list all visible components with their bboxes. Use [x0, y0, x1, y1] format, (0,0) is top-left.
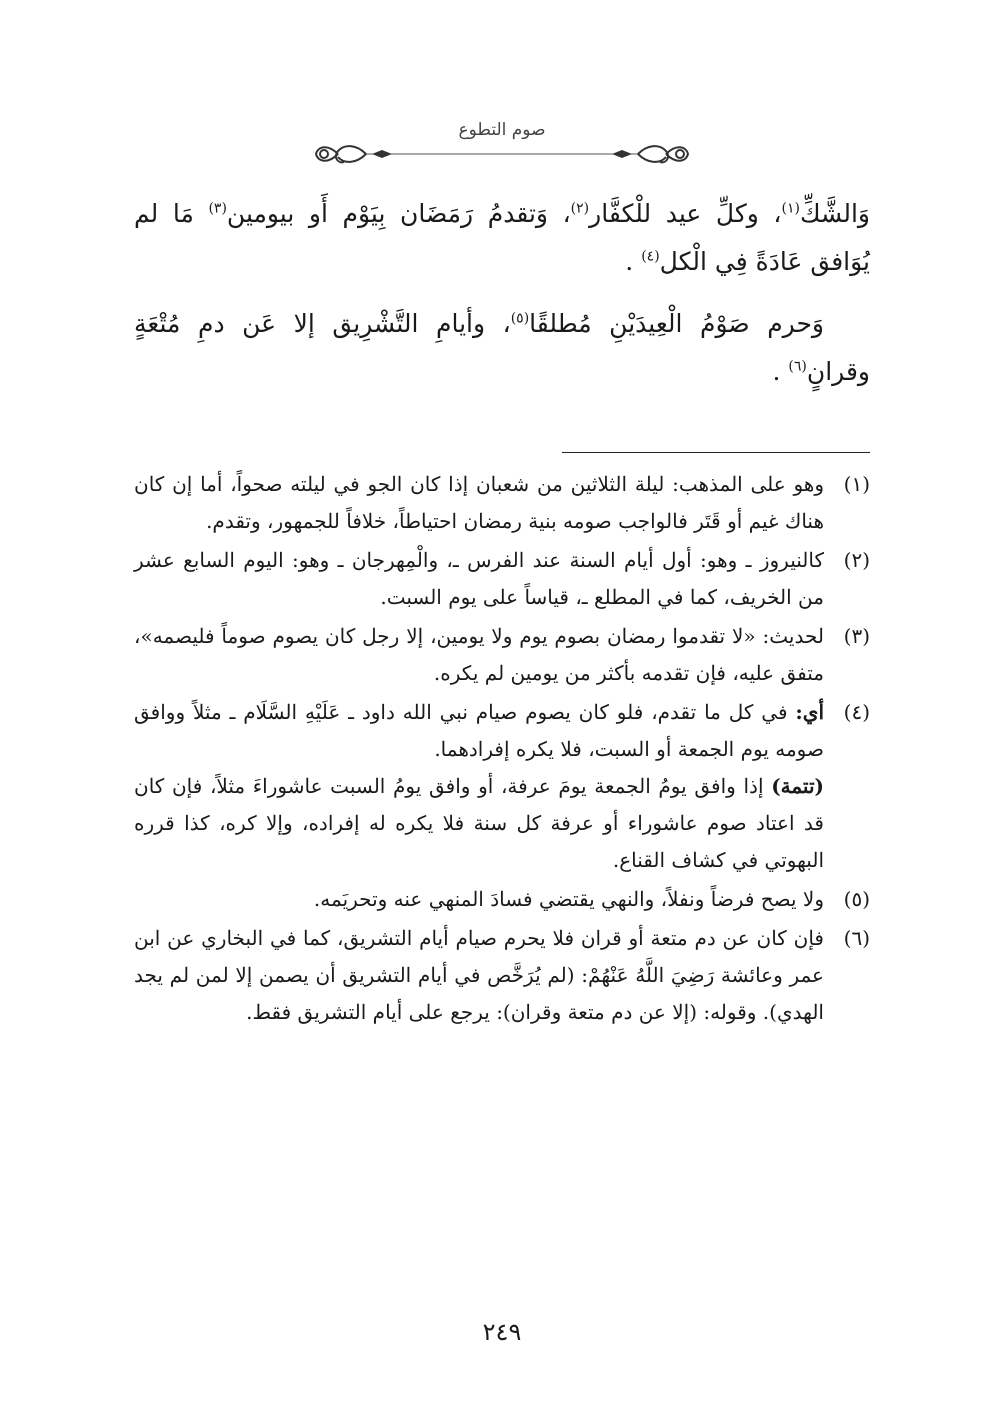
- footnote-ref-3[interactable]: (٣): [208, 200, 227, 217]
- text-run: ، وأيامِ التَّشْرِيق إلا عَن دمِ مُتْعَةٍ وقرانٍ: [134, 309, 870, 386]
- footnote-ref-6[interactable]: (٦): [788, 358, 807, 375]
- footnote-ref-2[interactable]: (٢): [570, 200, 590, 217]
- footnote-text: وهو على المذهب: ليلة الثلاثين من شعبان إذا كان الجو في ليلته صحواً، أما إن كان هناك غيم أو قَتَر فالواجب صومه بنية رمضان احتياطاً، خلافاً للجمهور، وتقدم.: [134, 472, 824, 533]
- text-run: ، وكلِّ عيد للْكفَّار: [589, 199, 782, 228]
- footnotes: [134, 466, 870, 1031]
- running-header: [308, 112, 696, 170]
- footnote-number: (٢): [843, 548, 870, 572]
- footnote-text: ولا يصح فرضاً ونفلاً، والنهي يقتضي فسادَ المنهي عنه وتحريَمه.: [313, 887, 824, 911]
- footnote-ref-4[interactable]: (٤): [641, 248, 660, 265]
- text-run: إذا وافق يومُ الجمعة يومَ عرفة، أو وافق يومُ السبت عاشوراءَ مثلاً، فإن كان قد اعتاد صوم عاشوراء أو عرفة كل سنة فلا يكره له إفراده، وإلا كره، كذا قرره البهوتي في كشاف القناع.: [134, 774, 824, 872]
- footnote-text: فإن كان عن دم متعة أو قران فلا يحرم صيام أيام التشريق، كما في البخاري عن ابن عمر وعائشة رَضِيَ اللَّهُ عَنْهُمْ: (لم يُرَخَّص في أيام التشريق أن يصمن إلا لمن لم يجد الهدي). وقوله: (إلا عن دم متعة وقران): يرجع على أيام التشريق فقط.: [134, 926, 824, 1024]
- footnote-ref-1[interactable]: (١): [781, 200, 800, 217]
- footnote-3: [134, 618, 870, 692]
- footnote-number: (١): [843, 472, 870, 496]
- page-number: ٢٤٩: [482, 1318, 522, 1346]
- footnote-5: [134, 881, 870, 918]
- footnote-4: [134, 694, 870, 879]
- footnote-text: [134, 694, 824, 768]
- footnote-1: [134, 466, 870, 540]
- footnote-number: (٦): [843, 926, 870, 950]
- footnote-separator: [562, 452, 870, 453]
- text-run: .: [772, 357, 789, 386]
- main-text: [134, 190, 870, 396]
- footnote-number: (٣): [843, 624, 870, 648]
- footnote-text: لحديث: «لا تقدموا رمضان بصوم يوم ولا يومين، إلا رجل كان يصوم صوماً فليصمه»، متفق عليه، فإن تقدمه بأكثر من يومين لم يكره.: [134, 624, 824, 685]
- footnote-number: (٤): [843, 700, 870, 724]
- footnote-number: (٥): [843, 887, 870, 911]
- main-paragraph-2: [134, 300, 870, 396]
- footnote-keyword: أي:: [795, 700, 824, 724]
- footnote-6: [134, 920, 870, 1031]
- text-run: .: [625, 247, 642, 276]
- footnote-ref-5[interactable]: (٥): [510, 310, 530, 327]
- footnote-keyword: (تتمة): [771, 774, 824, 798]
- main-paragraph-1: [134, 190, 870, 286]
- text-run: في كل ما تقدم، فلو كان يصوم صيام نبي الله داود ـ عَلَيْهِ السَّلَام ـ مثلاً ووافق صومه يوم الجمعة أو السبت، فلا يكره إفرادهما.: [134, 700, 824, 761]
- header-title: صوم التطوع: [458, 120, 546, 140]
- footnote-text: [134, 768, 824, 879]
- text-run: مَا لم يُوَافق عَادَةً فِي الْكل: [134, 199, 870, 276]
- text-run: ، وَتقدمُ رَمَضَان بِيَوْم أَو بيومين: [226, 199, 571, 228]
- footnote-2: [134, 542, 870, 616]
- text-run: وَالشَّكِّ: [799, 199, 870, 228]
- ornament-divider-icon: [308, 138, 696, 170]
- text-run: وَحرم صَوْمُ الْعِيدَيْنِ مُطلقًا: [529, 309, 824, 338]
- footnote-text: كالنيروز ـ وهو: أول أيام السنة عند الفرس ـ، والْمِهرجان ـ وهو: اليوم السابع عشر من الخريف، كما في المطلع ـ، قياساً على يوم السبت.: [134, 548, 824, 609]
